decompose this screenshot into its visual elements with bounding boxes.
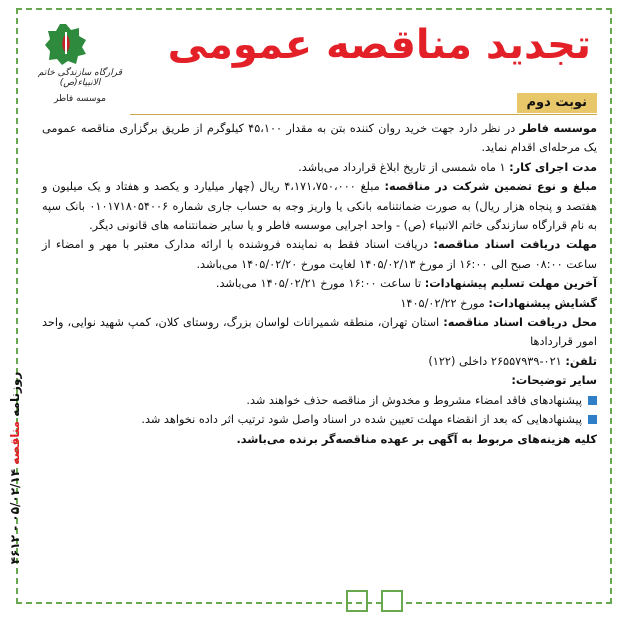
decor-square-icon bbox=[381, 590, 403, 612]
organization-logo bbox=[30, 22, 130, 112]
label-other-notes: سایر توضیحات: bbox=[511, 374, 597, 388]
label-location: محل دریافت اسناد مناقصه: bbox=[443, 316, 597, 330]
notice-title: تجدید مناقصه عمومی bbox=[167, 22, 591, 68]
label-submission-deadline: آخرین مهلت تسلیم پیشنهادات: bbox=[424, 277, 597, 291]
square-bullet-icon bbox=[588, 396, 597, 405]
notice-body bbox=[42, 119, 597, 449]
iran-emblem-icon bbox=[44, 22, 88, 66]
text-phone: ۰۲۱-۲۶۵۵۷۹۳۹ داخلی (۱۲۲) bbox=[428, 354, 566, 368]
paragraph-phone bbox=[42, 352, 597, 371]
publication-code: ۰۵/۰۲/۱۴ - ۴۶۱۲ bbox=[8, 468, 22, 565]
publisher-name-b: مناقصه bbox=[8, 420, 22, 465]
paragraph-other-notes bbox=[42, 371, 597, 390]
publisher-name-a: روزنامه bbox=[8, 371, 22, 417]
logo-caption: قرارگاه سازندگی خاتم الانبیاء(ص) bbox=[37, 68, 123, 88]
text-opening: مورخ ۱۴۰۵/۰۲/۲۲ bbox=[400, 296, 489, 310]
paragraph-duration bbox=[42, 158, 597, 177]
round-badge: نوبت دوم bbox=[517, 93, 597, 113]
decor-square-icon bbox=[346, 590, 368, 612]
text-document-deadline: دریافت اسناد فقط به نماینده فروشنده با ارائه مدارک معتبر با مهر و امضاء از ساعت ۰۸:۰۰ صبح الی ۱۶:۰۰ از مورخ ۱۴۰۵/۰۲/۱۳ لغایت مورخ ۱۴۰۵/۰۲/۲۰ می‌باشد. bbox=[42, 238, 597, 271]
label-organization: موسسه فاطر bbox=[519, 122, 597, 135]
note-item bbox=[42, 391, 597, 410]
note-item bbox=[42, 410, 597, 429]
publisher-stamp bbox=[8, 328, 28, 608]
paragraph-submission-deadline bbox=[42, 274, 597, 293]
side-strip bbox=[4, 318, 28, 618]
square-bullet-icon bbox=[588, 415, 597, 424]
label-guarantee: مبلغ و نوع تضمین شرکت در مناقصه: bbox=[384, 180, 597, 194]
text-duration: ۱ ماه شمسی از تاریخ ابلاغ قرارداد می‌باشد. bbox=[298, 160, 510, 174]
text-organization: در نظر دارد جهت خرید روان کننده بتن به مقدار ۴۵،۱۰۰ کیلوگرم از طریق برگزاری مناقصه عمومی یک مرحله‌ای اقدام نماید. bbox=[42, 122, 597, 155]
label-duration: مدت اجرای کار: bbox=[509, 160, 597, 174]
paragraph-document-deadline bbox=[42, 235, 597, 274]
label-document-deadline: مهلت دریافت اسناد مناقصه: bbox=[433, 238, 597, 252]
paragraph-opening bbox=[42, 294, 597, 313]
text-location: استان تهران، منطقه شمیرانات لواسان بزرگ، روستای کلان، کمپ شهید نوایی، واحد امور قراردادها bbox=[42, 316, 597, 349]
text-submission-deadline: تا ساعت ۱۶:۰۰ مورخ ۱۴۰۵/۰۲/۲۱ می‌باشد. bbox=[215, 277, 425, 291]
label-opening: گشایش پیشنهادات: bbox=[488, 296, 597, 310]
paragraph-organization bbox=[42, 119, 597, 158]
label-phone: تلفن: bbox=[565, 354, 597, 368]
note-text: پیشنهادهایی که بعد از انقضاء مهلت تعیین شده در اسناد واصل شود ترتیب اثر داده نخواهد شد. bbox=[141, 413, 582, 427]
paragraph-location bbox=[42, 313, 597, 352]
logo-subtitle: موسسه فاطر bbox=[54, 94, 106, 104]
text-guarantee: مبلغ ۴،۱۷۱،۷۵۰،۰۰۰ ریال (چهار میلیارد و یکصد و هفتاد و یک میلیون و هفتصد و پنجاه هزار ریال) به صورت ضمانتنامه بانکی یا واریز وجه به حساب جاری شماره ۰۱۰۱۷۱۸۰۵۴۰۰۶ بانک سپه به نام قرارگاه سازندگی خاتم الانبیاء (ص) - واحد اجرایی موسسه فاطر و یا سایر ضمانتنامه های قانونی دیگر. bbox=[42, 180, 597, 233]
paragraph-guarantee bbox=[42, 177, 597, 235]
cost-note: کلیه هزینه‌های مربوط به آگهی بر عهده مناقصه‌گر برنده می‌باشد. bbox=[236, 432, 597, 446]
note-text: پیشنهادهای فاقد امضاء مشروط و مخدوش از مناقصه حذف خواهند شد. bbox=[246, 393, 582, 407]
badge-divider bbox=[130, 114, 597, 115]
